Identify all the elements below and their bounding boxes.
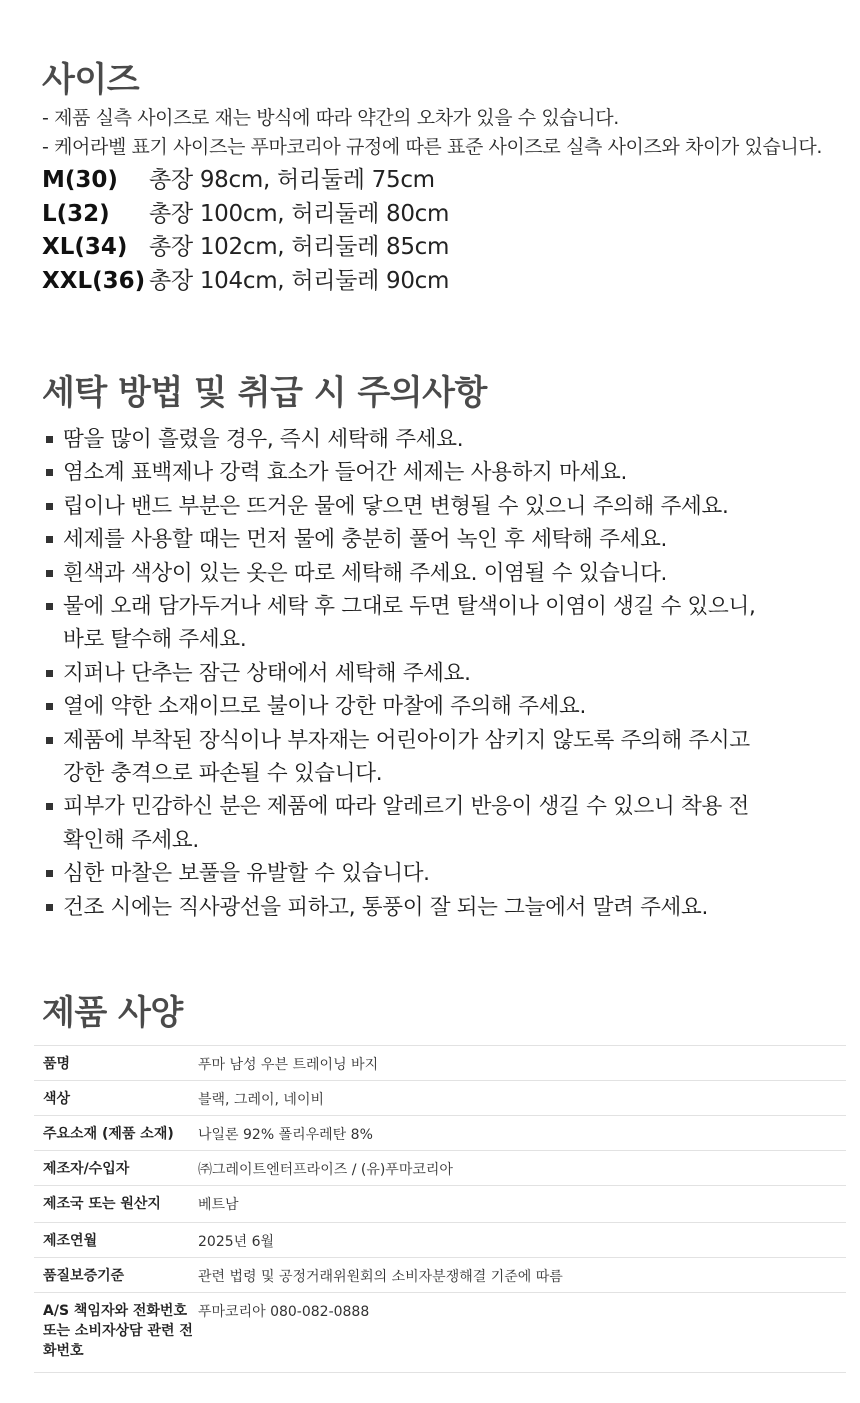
size-measurements: 총장 104cm, 허리둘레 90cm bbox=[149, 267, 450, 294]
care-item bbox=[46, 724, 846, 791]
spec-key bbox=[34, 1293, 196, 1373]
spec-value-text: 블랙, 그레이, 네이비 bbox=[198, 1092, 324, 1108]
size-notes bbox=[42, 104, 857, 162]
bullet-icon bbox=[46, 536, 53, 543]
bullet-icon bbox=[46, 436, 53, 443]
care-item bbox=[46, 523, 846, 556]
care-item-text: 확인해 주세요. bbox=[63, 827, 199, 853]
spec-key-text: 주요소재 (제품 소재) bbox=[43, 1126, 174, 1142]
bullet-icon bbox=[46, 503, 53, 510]
care-item-text: 땀을 많이 흘렸을 경우, 즉시 세탁해 주세요. bbox=[63, 427, 464, 452]
care-item-text: 바로 탈수해 주세요. bbox=[63, 627, 247, 653]
bullet-icon bbox=[46, 570, 53, 577]
spec-value bbox=[196, 1258, 846, 1293]
care-item-text: 제품에 부착된 장식이나 부자재는 어린아이가 삼키지 않도록 주의해 주시고 bbox=[63, 727, 750, 753]
bullet-icon bbox=[46, 469, 53, 476]
size-row bbox=[42, 198, 449, 232]
care-item-text: 열에 약한 소재이므로 불이나 강한 마찰에 주의해 주세요. bbox=[63, 694, 587, 720]
spec-value bbox=[196, 1151, 846, 1186]
spec-row bbox=[34, 1116, 846, 1151]
spec-row bbox=[34, 1186, 846, 1223]
bullet-icon bbox=[46, 737, 53, 744]
bullet-icon bbox=[46, 904, 53, 911]
spec-row bbox=[34, 1223, 846, 1258]
care-item bbox=[46, 790, 846, 857]
bullet-icon bbox=[46, 870, 53, 877]
spec-row bbox=[34, 1258, 846, 1293]
spec-key bbox=[34, 1258, 196, 1293]
care-item-text: 세제를 사용할 때는 먼저 물에 충분히 풀어 녹인 후 세탁해 주세요. bbox=[63, 527, 668, 553]
size-note: - 제품 실측 사이즈로 재는 방식에 따라 약간의 오차가 있을 수 있습니다. bbox=[42, 107, 619, 129]
size-label: XL(34) bbox=[42, 234, 128, 260]
care-section-title: 세탁 방법 및 취급 시 주의사항 bbox=[42, 373, 487, 413]
spec-key bbox=[34, 1186, 196, 1223]
size-row bbox=[42, 164, 449, 198]
bullet-icon bbox=[46, 703, 53, 710]
spec-key bbox=[34, 1223, 196, 1258]
bullet-icon bbox=[46, 603, 53, 610]
spec-table bbox=[34, 1045, 846, 1373]
care-item bbox=[46, 857, 846, 890]
spec-key-text: 제조연월 bbox=[43, 1233, 98, 1249]
size-measurements: 총장 102cm, 허리둘레 85cm bbox=[149, 234, 450, 260]
spec-key bbox=[34, 1081, 196, 1116]
spec-row bbox=[34, 1046, 846, 1081]
care-item bbox=[46, 891, 846, 924]
care-item-text: 심한 마찰은 보풀을 유발할 수 있습니다. bbox=[63, 861, 430, 887]
spec-row bbox=[34, 1293, 846, 1373]
size-row bbox=[42, 265, 449, 299]
size-label: XXL(36) bbox=[42, 267, 146, 294]
spec-value bbox=[196, 1186, 846, 1223]
care-item bbox=[46, 490, 846, 523]
spec-key bbox=[34, 1151, 196, 1186]
size-label: L(32) bbox=[42, 200, 110, 227]
spec-section-title: 제품 사양 bbox=[42, 993, 183, 1033]
spec-value-text: ㈜그레이트엔터프라이즈 / (유)푸마코리아 bbox=[198, 1162, 453, 1178]
spec-key-text: 제조자/수입자 bbox=[43, 1161, 130, 1177]
spec-value bbox=[196, 1081, 846, 1116]
spec-row bbox=[34, 1151, 846, 1186]
spec-value bbox=[196, 1116, 846, 1151]
care-item-text: 강한 충격으로 파손될 수 있습니다. bbox=[63, 761, 383, 787]
spec-key-text: 품명 bbox=[43, 1056, 71, 1072]
size-label: M(30) bbox=[42, 167, 118, 193]
care-item-text: 염소계 표백제나 강력 효소가 들어간 세제는 사용하지 마세요. bbox=[63, 460, 628, 486]
spec-value-text: 2025년 6월 bbox=[198, 1234, 275, 1250]
bullet-icon bbox=[46, 803, 53, 810]
spec-value-text: 푸마 남성 우븐 트레이닝 바지 bbox=[198, 1057, 379, 1073]
spec-value-text: 푸마코리아 080-082-0888 bbox=[198, 1304, 370, 1320]
care-item bbox=[46, 456, 846, 489]
spec-key-text: 제조국 또는 원산지 bbox=[43, 1196, 161, 1212]
spec-value bbox=[196, 1293, 846, 1373]
care-item-text: 피부가 민감하신 분은 제품에 따라 알레르기 반응이 생길 수 있으니 착용 전 bbox=[63, 794, 749, 820]
spec-key bbox=[34, 1046, 196, 1081]
spec-value-text: 베트남 bbox=[198, 1197, 239, 1213]
bullet-icon bbox=[46, 670, 53, 677]
care-item-text: 물에 오래 담가두거나 세탁 후 그대로 두면 탈색이나 이염이 생길 수 있으니, bbox=[63, 594, 756, 620]
care-item bbox=[46, 423, 846, 456]
spec-key bbox=[34, 1116, 196, 1151]
spec-key-text: 색상 bbox=[43, 1091, 71, 1107]
size-row bbox=[42, 231, 449, 265]
care-item bbox=[46, 690, 846, 723]
size-section-title: 사이즈 bbox=[42, 60, 140, 100]
spec-value-text: 나일론 92% 폴리우레탄 8% bbox=[198, 1127, 373, 1143]
size-list bbox=[42, 164, 449, 298]
care-item-text: 지퍼나 단추는 잠근 상태에서 세탁해 주세요. bbox=[63, 660, 471, 686]
care-item bbox=[46, 590, 846, 657]
size-measurements: 총장 98cm, 허리둘레 75cm bbox=[149, 167, 435, 193]
care-item-text: 흰색과 색상이 있는 옷은 따로 세탁해 주세요. 이염될 수 있습니다. bbox=[63, 560, 668, 586]
spec-value-text: 관련 법령 및 공정거래위원회의 소비자분쟁해결 기준에 따름 bbox=[198, 1269, 563, 1285]
spec-value bbox=[196, 1046, 846, 1081]
care-instructions-list bbox=[46, 423, 846, 924]
care-item bbox=[46, 557, 846, 590]
spec-key-text: A/S 책임자와 전화번호 또는 소비자상담 관련 전화번호 bbox=[43, 1303, 193, 1359]
spec-value bbox=[196, 1223, 846, 1258]
spec-row bbox=[34, 1081, 846, 1116]
size-note: - 케어라벨 표기 사이즈는 푸마코리아 규정에 따른 표준 사이즈로 실측 사이즈와 차이가 있습니다. bbox=[42, 136, 822, 158]
spec-key-text: 품질보증기준 bbox=[43, 1268, 125, 1284]
care-item bbox=[46, 657, 846, 690]
size-measurements: 총장 100cm, 허리둘레 80cm bbox=[149, 200, 450, 227]
care-item-text: 건조 시에는 직사광선을 피하고, 통풍이 잘 되는 그늘에서 말려 주세요. bbox=[63, 894, 709, 920]
care-item-text: 립이나 밴드 부분은 뜨거운 물에 닿으면 변형될 수 있으니 주의해 주세요. bbox=[63, 493, 729, 519]
